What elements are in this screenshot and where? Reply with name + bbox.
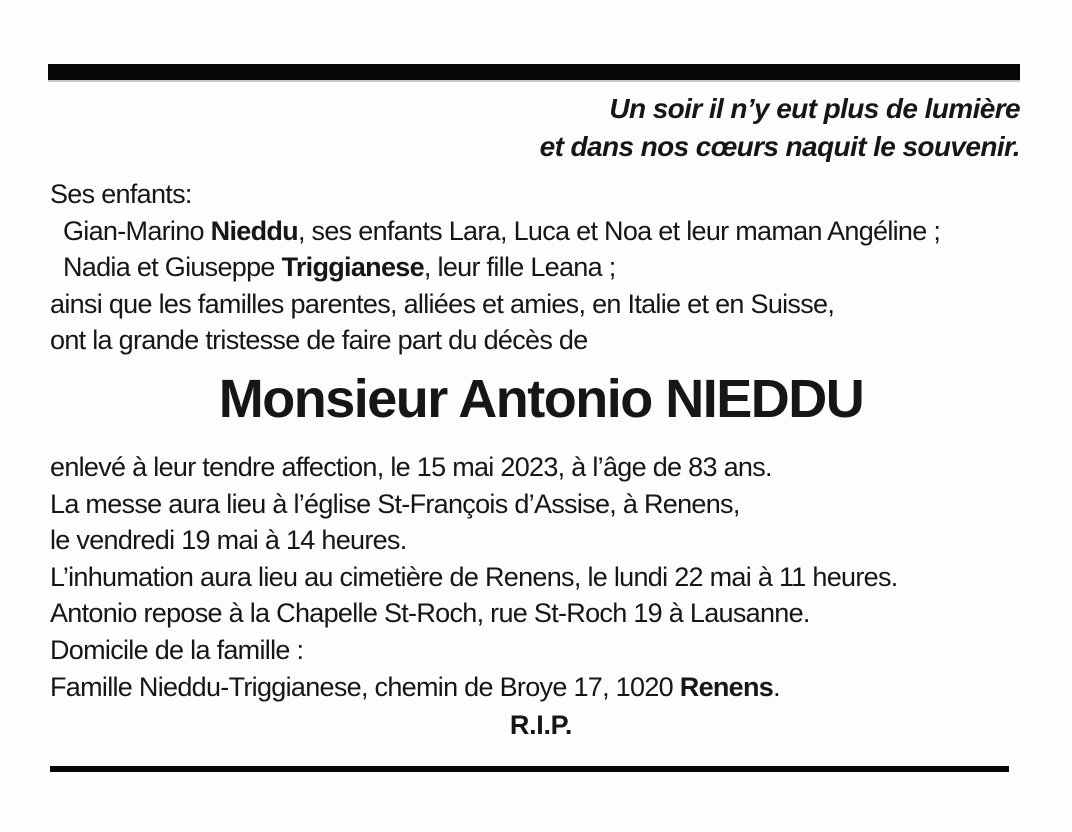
- family-intro: Ses enfants:: [50, 179, 192, 209]
- notice-body: [50, 176, 1032, 744]
- family-address-suffix: .: [773, 671, 780, 702]
- top-rule: [48, 64, 1020, 80]
- detail-chapel: Antonio repose à la Chapelle St-Roch, rue St-Roch 19 à Lausanne.: [50, 598, 810, 629]
- family-line-1: [50, 213, 1032, 250]
- family-line-1-suffix: , ses enfants Lara, Luca et Noa et leur maman Angéline ;: [297, 215, 941, 246]
- family-line-2-surname: Triggianese: [281, 252, 424, 283]
- epigraph-line-2: et dans nos cœurs naquit le souvenir.: [539, 131, 1020, 162]
- rip-text: R.I.P.: [509, 710, 573, 741]
- family-line-1-prefix: Gian-Marino: [63, 215, 211, 246]
- epigraph-line-1: Un soir il n’y eut plus de lumière: [609, 93, 1020, 124]
- family-address-prefix: Famille Nieddu-Triggianese, chemin de Broye 17, 1020: [50, 671, 680, 702]
- detail-burial: L’inhumation aura lieu au cimetière de Renens, le lundi 22 mai à 11 heures.: [50, 561, 898, 592]
- detail-mass-place: La messe aura lieu à l’église St-François d’Assise, à Renens,: [50, 488, 740, 519]
- family-line-2-prefix: Nadia et Giuseppe: [63, 252, 282, 283]
- announcement-line-2: ont la grande tristesse de faire part du décès de: [50, 325, 588, 356]
- family-line-1-surname: Nieddu: [210, 215, 298, 246]
- family-address: [50, 669, 1032, 706]
- bottom-rule: [50, 766, 1009, 772]
- detail-death: enlevé à leur tendre affection, le 15 mai 2023, à l’âge de 83 ans.: [50, 451, 772, 482]
- detail-mass-time: le vendredi 19 mai à 14 heures.: [50, 525, 407, 556]
- epigraph: [540, 90, 1020, 166]
- deceased-name: Monsieur Antonio NIEDDU: [218, 368, 864, 429]
- family-address-city: Renens: [679, 671, 774, 702]
- family-line-2: [50, 249, 1032, 286]
- detail-domicile-label: Domicile de la famille :: [50, 634, 304, 665]
- family-line-2-suffix: , leur fille Leana ;: [423, 252, 616, 283]
- announcement-line-1: ainsi que les familles parentes, alliées et amies, en Italie et en Suisse,: [50, 288, 835, 319]
